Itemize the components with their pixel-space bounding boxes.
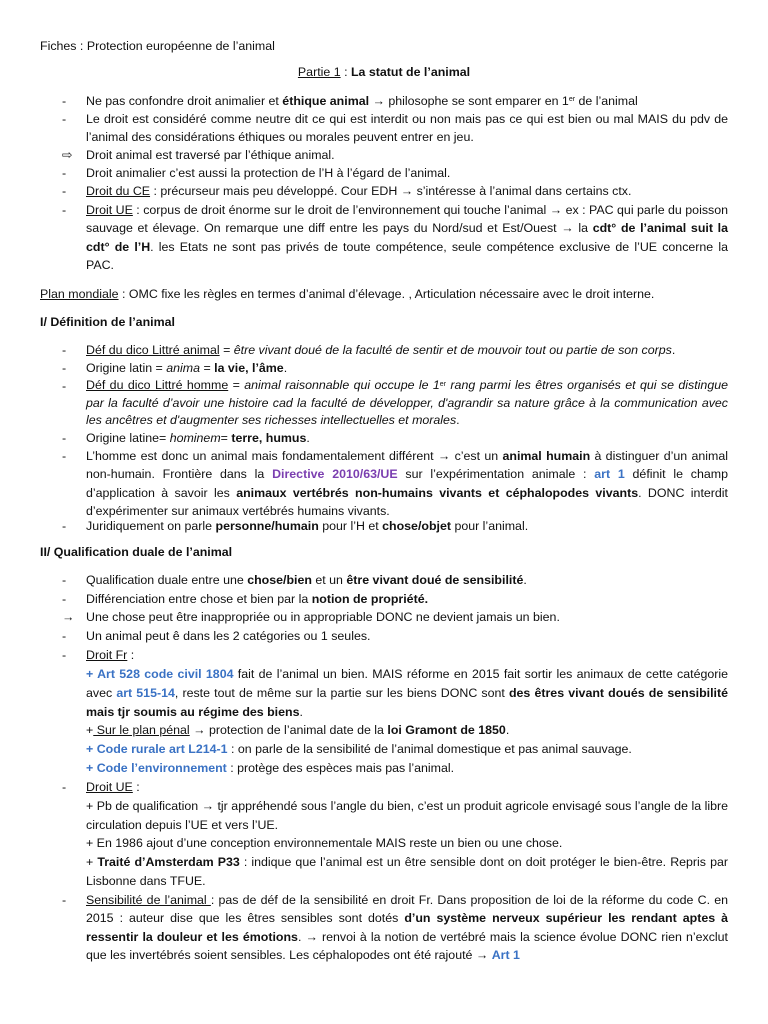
intro-item-4: Droit du CE : précurseur mais peu développé. Cour EDH → s’intéresse à l’animal dans certains ctx. [86, 184, 632, 198]
bullet-marker: - [62, 184, 67, 198]
sensibilite-item: Sensibilité de l’animal : pas de déf de la sensibilité en droit Fr. Dans proposition de loi de la réforme du code C. en 2015 : auteur dise que les êtres sensibles sont dotés d’un système nerveux supérieur les rendant aptes à ressentir la douleur et les émotions. → renvoi à la notion de vertébré mais la science évolue DONC rien n’exclut que les invertébrés soient sensibles. Les céphalopodes ont été rajouté → Art 1 [86, 893, 729, 963]
droit-ue-item-2: + En 1986 ajout d’une conception environnementale MAIS reste un bien ou une chose. [86, 836, 563, 850]
part-title: La statut de l’animal [350, 65, 471, 79]
bullet-marker: - [62, 592, 67, 606]
bullet-marker: - [62, 648, 67, 662]
droit-ue-heading: Droit UE : [86, 780, 140, 794]
code-ref: Code rurale art L214-1 [96, 742, 228, 756]
article-ref: art 515-14 [116, 685, 175, 700]
def-item-3: Déf du dico Littré homme = animal raisonnable qui occupe le 1er rang parmi les êtres organisés et qui se distingue par la faculté d’avoir une histoire cad la faculté de développer, d'agrandir sa nature grâce à la communication avec les ancêtres et d'augmenter ses richesses intellectuelles et morales. [86, 378, 728, 427]
part-label: Partie 1 [297, 65, 341, 79]
def-item-5: L’homme est donc un animal mais fondamentalement différent → c’est un animal humain à distinguer d’un animal non-humain. Frontière dans la Directive 2010/63/UE sur l’expérimentation animale : art 1 définit le champ d’application à savoir les animaux vertébrés non-humains vivants et céphalopodes vivants. DONC interdit d’expérimenter sur animaux vertébrés humains vivants. [86, 449, 728, 519]
def-item-1: Déf du dico Littré animal = être vivant doué de la faculté de sentir et de mouvoir tout ou partie de son corps. [86, 343, 676, 357]
arrow-icon: → [62, 610, 75, 624]
article-ref: Art 528 code civil 1804 [97, 667, 234, 681]
def-item-4: Origine latine= hominem= terre, humus. [86, 431, 310, 445]
bullet-marker: - [62, 519, 67, 533]
article-ref: art 1 [594, 467, 625, 482]
bullet-marker: - [62, 361, 67, 375]
intro-arrow-item: Droit animal est traversé par l’éthique animal. [86, 148, 335, 162]
droit-fr-heading: Droit Fr : [86, 648, 135, 662]
code-ref: Code l’environnement [96, 761, 227, 775]
qual-item-1: Qualification duale entre une chose/bien et un être vivant doué de sensibilité. [86, 573, 527, 587]
droit-fr-item-2: + Sur le plan pénal → protection de l’animal date de la loi Gramont de 1850. [86, 723, 510, 737]
bullet-marker: - [62, 573, 67, 587]
droit-fr-item-1: + Art 528 code civil 1804 fait de l’animal un bien. MAIS réforme en 2015 fait sortir les animaux de cette catégorie avec art 515-14, reste tout de même sur la partie sur les biens DONC sont des êtres vivant doués de sensibilité mais tjr soumis au régime des biens. [86, 667, 729, 719]
bullet-marker: - [62, 893, 67, 907]
qual-arrow-item: Une chose peut être inappropriée ou in appropriable DONC ne devient jamais un bien. [86, 610, 560, 624]
bullet-marker: - [62, 203, 67, 217]
part-sep: : [340, 65, 351, 79]
part-heading [0, 64, 768, 82]
bullet-marker: - [62, 449, 67, 463]
def-item-2: Origine latin = anima = la vie, l’âme. [86, 361, 288, 375]
document-title: Fiches : Protection européenne de l’animal [40, 39, 275, 53]
section-2-heading: II/ Qualification duale de l’animal [40, 545, 233, 559]
article-ref: Art 1 [491, 948, 520, 963]
bullet-marker: - [62, 94, 67, 108]
bullet-marker: - [62, 379, 67, 393]
bullet-marker: - [62, 343, 67, 357]
bullet-marker: - [62, 780, 67, 794]
arrow-icon: ⇨ [62, 148, 73, 162]
section-1-heading: I/ Définition de l’animal [40, 315, 175, 329]
qual-item-2: Différenciation entre chose et bien par la notion de propriété. [86, 592, 429, 606]
bullet-marker: - [62, 166, 67, 180]
plan-mondiale: Plan mondiale : OMC fixe les règles en termes d’animal d’élevage. , Articulation nécessaire avec le droit interne. [40, 287, 655, 301]
qual-item-3: Un animal peut ê dans les 2 catégories ou 1 seules. [86, 629, 371, 643]
intro-item-1: Ne pas confondre droit animalier et éthique animal → philosophe se sont emparer en 1er de l’animal [86, 94, 638, 108]
intro-item-3: Droit animalier c’est aussi la protection de l’H à l’égard de l’animal. [86, 166, 451, 180]
def-item-6: Juridiquement on parle personne/humain pour l’H et chose/objet pour l’animal. [86, 519, 529, 533]
bullet-marker: - [62, 431, 67, 445]
bullet-marker: - [62, 629, 67, 643]
droit-ue-item-3: + Traité d’Amsterdam P33 : indique que l’animal est un être sensible dont on doit protéger le bien-être. Repris par Lisbonne dans TFUE. [86, 855, 728, 888]
intro-item-2: Le droit est considéré comme neutre dit ce qui est interdit ou non mais pas ce qui est bien ou mal MAIS du pdv de l’animal des considérations éthiques ou morales peuvent entrer en jeu. [86, 112, 728, 145]
directive-ref: Directive 2010/63/UE [272, 467, 398, 482]
droit-fr-item-3: + Code rurale art L214-1 : on parle de la sensibilité de l’animal domestique et pas animal sauvage. [86, 742, 632, 756]
droit-fr-item-4: + Code l’environnement : protège des espèces mais pas l’animal. [86, 761, 455, 775]
intro-item-5: Droit UE : corpus de droit énorme sur le droit de l’environnement qui touche l’animal → ex : PAC qui parle du poisson sauvage et élevage. On remarque une diff entre les pays du Nord/sud et Est/Ouest → la cdt° de l’animal suit la cdt° de l’H. les Etats ne sont pas privés de toute compétence, seule compétence exclusive de l’UE concerne la PAC. [86, 203, 728, 273]
bullet-marker: - [62, 112, 67, 126]
droit-ue-item-1: + Pb de qualification → tjr appréhendé sous l’angle du bien, c’est un produit agricole envisagé sous l’angle de la libre circulation depuis l’UE et vers l’UE. [86, 799, 728, 832]
